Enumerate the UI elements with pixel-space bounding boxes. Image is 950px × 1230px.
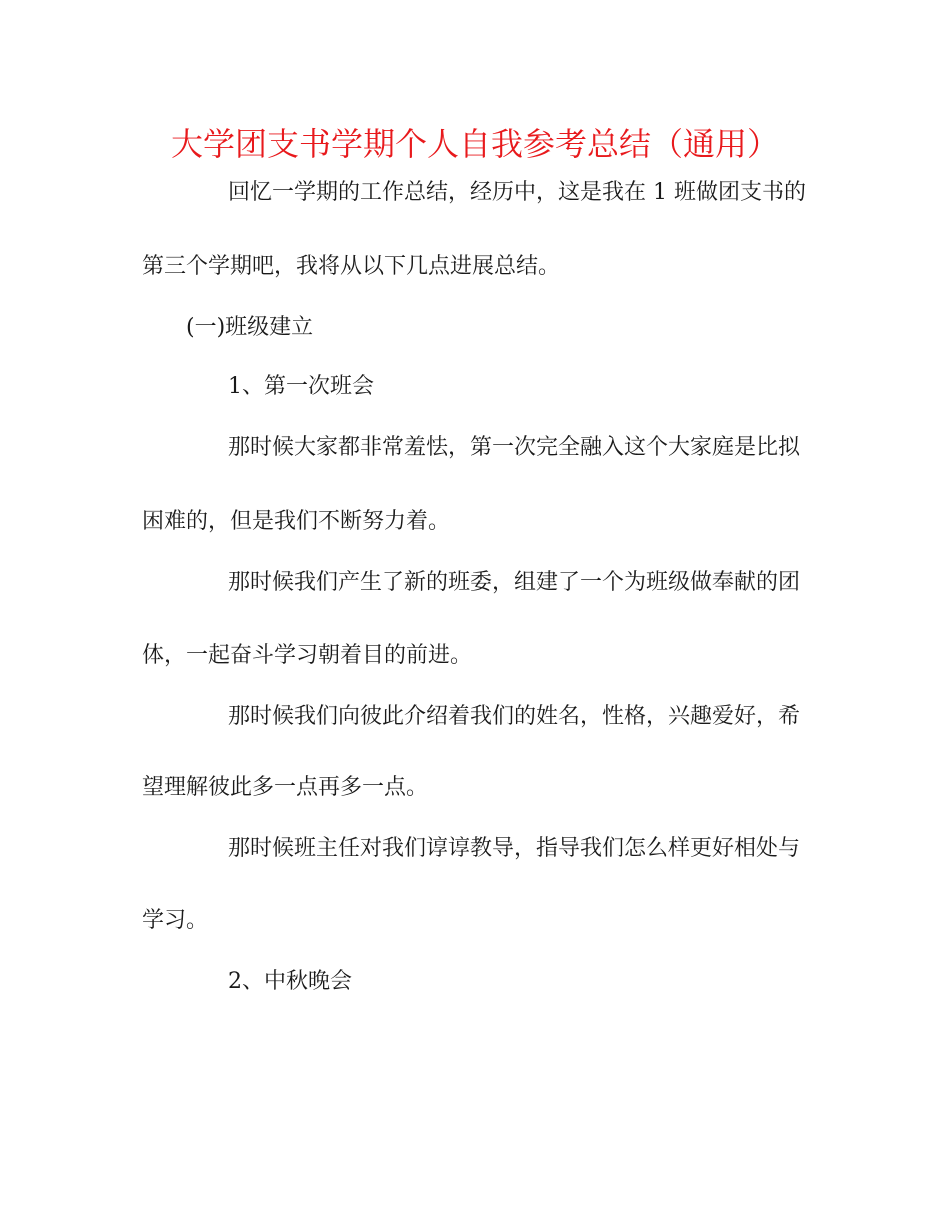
document-title: 大学团支书学期个人自我参考总结（通用） <box>170 125 779 163</box>
paragraph-3-line-1: 那时候我们产生了新的班委，组建了一个为班级做奉献的团 <box>228 570 801 595</box>
paragraph-1-line-2: 第三个学期吧，我将从以下几点进展总结。 <box>142 254 561 279</box>
paragraph-4-line-1: 那时候我们向彼此介绍着我们的姓名，性格，兴趣爱好，希 <box>228 704 801 729</box>
subheading-mid-autumn-party: 2、中秋晚会 <box>228 969 352 994</box>
subheading-first-class-meeting: 1、第一次班会 <box>228 374 374 399</box>
paragraph-5-line-2: 学习。 <box>142 908 209 933</box>
paragraph-1-line-1: 回忆一学期的工作总结，经历中，这是我在 1 班做团支书的 <box>228 180 806 205</box>
paragraph-2-line-1: 那时候大家都非常羞怯，第一次完全融入这个大家庭是比拟 <box>228 435 801 460</box>
section-heading-class-building: (一)班级建立 <box>186 315 314 340</box>
paragraph-4-line-2: 望理解彼此多一点再多一点。 <box>142 775 429 800</box>
paragraph-3-line-2: 体，一起奋斗学习朝着目的前进。 <box>142 643 473 668</box>
paragraph-5-line-1: 那时候班主任对我们谆谆教导，指导我们怎么样更好相处与 <box>228 836 801 861</box>
paragraph-2-line-2: 困难的，但是我们不断努力着。 <box>142 509 451 534</box>
